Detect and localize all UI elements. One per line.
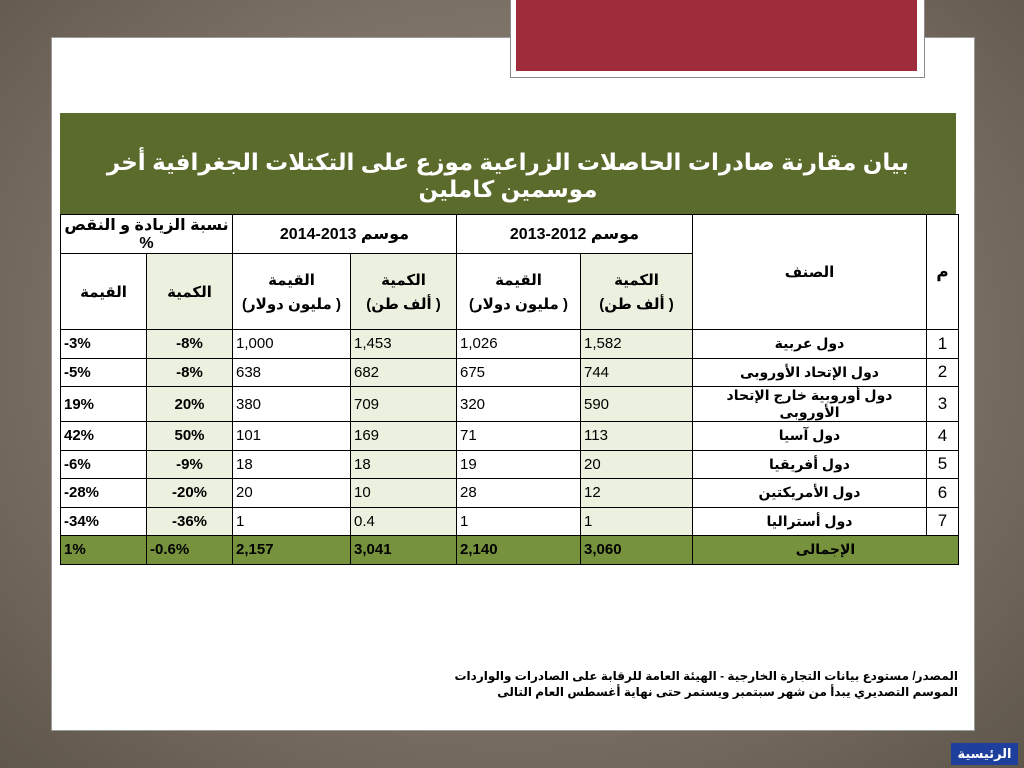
header-season-2012-2013: موسم 2012-2013: [457, 215, 693, 254]
table-row: [61, 479, 959, 508]
quantity-2013-2014: 169: [351, 422, 457, 451]
row-category: دول آسيا: [693, 422, 927, 451]
total-quantity-change: -0.6%: [147, 536, 233, 565]
header-value-a: [457, 254, 581, 330]
quantity-label: الكمية: [614, 271, 659, 289]
quantity-2013-2014: 18: [351, 450, 457, 479]
header-index: م: [927, 215, 959, 330]
quantity-change: -8%: [147, 358, 233, 387]
table-row: [61, 330, 959, 359]
value-2012-2013: 1,026: [457, 330, 581, 359]
quantity-2013-2014: 682: [351, 358, 457, 387]
total-label: الإجمالى: [693, 536, 959, 565]
value-unit: ( مليون دولار): [242, 295, 341, 313]
value-2013-2014: 380: [233, 387, 351, 422]
header-quantity-a: [581, 254, 693, 330]
value-2012-2013: 19: [457, 450, 581, 479]
value-change: 42%: [61, 422, 147, 451]
quantity-2012-2013: 12: [581, 479, 693, 508]
season-note: الموسم التصديري يبدأ من شهر سبتمبر ويستمر حتى نهاية أغسطس العام التالى: [497, 685, 958, 699]
value-change: -34%: [61, 507, 147, 536]
value-2013-2014: 18: [233, 450, 351, 479]
quantity-2012-2013: 113: [581, 422, 693, 451]
source-text: المصدر/ مستودع بيانات التجارة الخارجية - الهيئة العامة للرقابة على الصادرات والواردات: [454, 669, 958, 683]
row-index: 1: [927, 330, 959, 359]
value-change: -3%: [61, 330, 147, 359]
total-value-2013-2014: 2,157: [233, 536, 351, 565]
value-change: -28%: [61, 479, 147, 508]
quantity-2013-2014: 709: [351, 387, 457, 422]
row-category: دول عربية: [693, 330, 927, 359]
value-2013-2014: 1: [233, 507, 351, 536]
page-title: بيان مقارنة صادرات الحاصلات الزراعية موزع على التكتلات الجغرافية أخر موسمين كاملين: [106, 149, 910, 202]
value-change: -5%: [61, 358, 147, 387]
exports-table: [60, 214, 959, 565]
quantity-2012-2013: 744: [581, 358, 693, 387]
total-row: [61, 536, 959, 565]
title-band: [60, 113, 956, 214]
value-2012-2013: 28: [457, 479, 581, 508]
header-change-percent: نسبة الزيادة و النقص %: [61, 215, 233, 254]
value-2013-2014: 101: [233, 422, 351, 451]
header-row-seasons: [61, 215, 959, 254]
row-index: 2: [927, 358, 959, 387]
row-index: 3: [927, 387, 959, 422]
total-quantity-2012-2013: 3,060: [581, 536, 693, 565]
total-value-2012-2013: 2,140: [457, 536, 581, 565]
header-quantity-b: [351, 254, 457, 330]
value-2013-2014: 20: [233, 479, 351, 508]
value-2013-2014: 1,000: [233, 330, 351, 359]
header-category: الصنف: [693, 215, 927, 330]
value-2012-2013: 1: [457, 507, 581, 536]
row-category: دول أوروبية خارج الإتحاد الأوروبى: [693, 387, 927, 422]
header-quantity-change: الكمية: [147, 254, 233, 330]
value-label: القيمة: [268, 271, 315, 289]
quantity-label: الكمية: [381, 271, 426, 289]
row-index: 6: [927, 479, 959, 508]
source-note: [454, 668, 958, 700]
quantity-change: 20%: [147, 387, 233, 422]
value-unit: ( مليون دولار): [469, 295, 568, 313]
quantity-2012-2013: 1,582: [581, 330, 693, 359]
quantity-unit: ( ألف طن): [599, 295, 674, 313]
quantity-change: -8%: [147, 330, 233, 359]
row-index: 5: [927, 450, 959, 479]
quantity-2012-2013: 1: [581, 507, 693, 536]
header-season-2013-2014: موسم 2013-2014: [233, 215, 457, 254]
value-change: 19%: [61, 387, 147, 422]
quantity-2013-2014: 10: [351, 479, 457, 508]
quantity-change: -36%: [147, 507, 233, 536]
table-row: [61, 387, 959, 422]
row-index: 7: [927, 507, 959, 536]
row-category: دول أستراليا: [693, 507, 927, 536]
quantity-change: -9%: [147, 450, 233, 479]
value-change: -6%: [61, 450, 147, 479]
header-value-b: [233, 254, 351, 330]
quantity-unit: ( ألف طن): [366, 295, 441, 313]
quantity-change: 50%: [147, 422, 233, 451]
value-2012-2013: 675: [457, 358, 581, 387]
total-quantity-2013-2014: 3,041: [351, 536, 457, 565]
quantity-2013-2014: 1,453: [351, 330, 457, 359]
value-2012-2013: 320: [457, 387, 581, 422]
decorative-ribbon: [516, 0, 917, 71]
table-row: [61, 450, 959, 479]
header-value-change: القيمة: [61, 254, 147, 330]
table-row: [61, 358, 959, 387]
value-2013-2014: 638: [233, 358, 351, 387]
row-category: دول الأمريكتين: [693, 479, 927, 508]
row-category: دول أفريقيا: [693, 450, 927, 479]
quantity-change: -20%: [147, 479, 233, 508]
home-button[interactable]: الرئيسية: [951, 743, 1018, 765]
table-row: [61, 422, 959, 451]
table-row: [61, 507, 959, 536]
value-label: القيمة: [495, 271, 542, 289]
quantity-2012-2013: 20: [581, 450, 693, 479]
quantity-2013-2014: 0.4: [351, 507, 457, 536]
value-2012-2013: 71: [457, 422, 581, 451]
row-index: 4: [927, 422, 959, 451]
total-value-change: 1%: [61, 536, 147, 565]
quantity-2012-2013: 590: [581, 387, 693, 422]
row-category: دول الإتحاد الأوروبى: [693, 358, 927, 387]
